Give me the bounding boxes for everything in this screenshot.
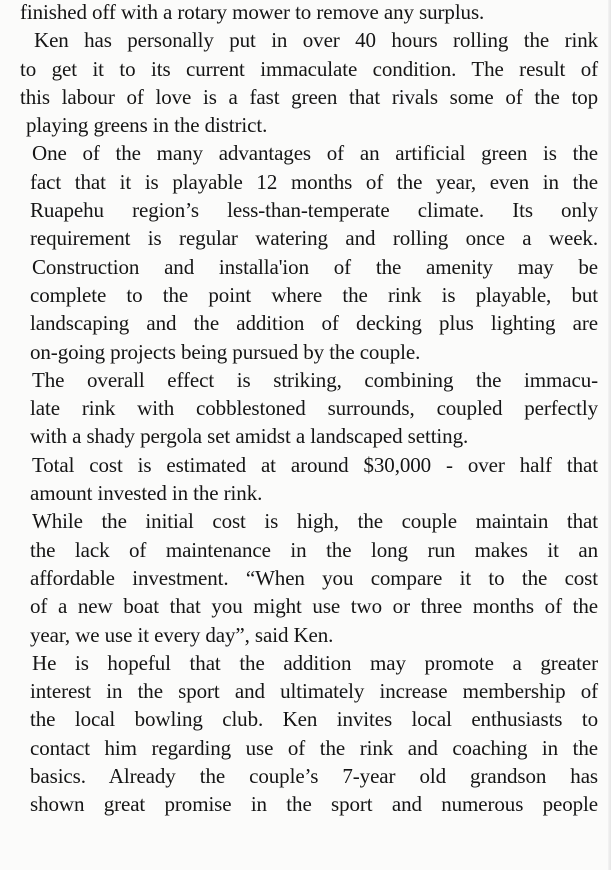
- text-line: late rink with cobblestoned surrounds, coupled perfectly: [30, 396, 598, 421]
- paragraph: [20, 26, 598, 139]
- text-line: the local bowling club. Ken invites local enthusiasts to: [30, 707, 598, 732]
- text-line: playing greens in the district.: [26, 113, 268, 138]
- text-line: He is hopeful that the addition may promote a greater: [32, 650, 598, 675]
- paragraph: [20, 366, 598, 451]
- paragraph: [20, 451, 598, 508]
- text-line: Ken has personally put in over 40 hours rolling the rink: [34, 28, 598, 53]
- text-line: Construction and installa'ion of the amenity may be: [32, 254, 598, 279]
- text-line: The overall effect is striking, combining the immacu-: [32, 367, 598, 392]
- text-line: Ruapehu region’s less-than-temperate climate. Its only: [30, 198, 598, 223]
- paragraph: [20, 507, 598, 648]
- text-line: this labour of love is a fast green that rivals some of the top: [20, 84, 598, 109]
- paragraph: [20, 253, 598, 366]
- paragraph: [20, 139, 598, 252]
- text-line: requirement is regular watering and rolling once a week.: [30, 226, 598, 251]
- text-line: While the initial cost is high, the couple maintain that: [32, 509, 598, 534]
- text-line: affordable investment. “When you compare it to the cost: [30, 565, 598, 590]
- text-line: the lack of maintenance in the long run makes it an: [30, 537, 598, 562]
- text-line: year, we use it every day”, said Ken.: [30, 622, 334, 647]
- text-line: landscaping and the addition of decking plus lighting are: [30, 311, 598, 336]
- text-line: complete to the point where the rink is playable, but: [30, 282, 598, 307]
- text-line: amount invested in the rink.: [30, 481, 263, 506]
- text-line: contact him regarding use of the rink and coaching in the: [30, 735, 598, 760]
- text-line: finished off with a rotary mower to remove any surplus.: [20, 0, 485, 24]
- text-line: of a new boat that you might use two or three months of the: [30, 594, 598, 619]
- text-line: to get it to its current immaculate condition. The result of: [20, 56, 598, 81]
- text-line: shown great promise in the sport and numerous people: [30, 792, 598, 817]
- paragraph: [20, 0, 598, 26]
- text-line: basics. Already the couple’s 7-year old grandson has: [30, 764, 598, 789]
- text-line: Total cost is estimated at around $30,000 - over half that: [32, 452, 598, 477]
- text-line: One of the many advantages of an artificial green is the: [32, 141, 598, 166]
- text-line: fact that it is playable 12 months of the year, even in the: [30, 169, 598, 194]
- text-line: with a shady pergola set amidst a landscaped setting.: [30, 424, 469, 449]
- paragraph: [20, 649, 598, 819]
- text-line: on-going projects being pursued by the couple.: [30, 339, 421, 364]
- article-column: [20, 0, 598, 819]
- text-line: interest in the sport and ultimately increase membership of: [30, 679, 598, 704]
